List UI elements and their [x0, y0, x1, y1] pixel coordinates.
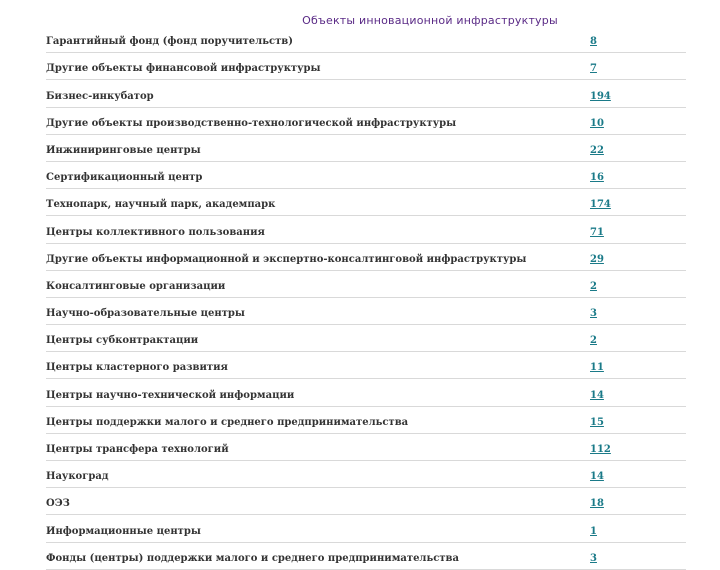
table-row: [46, 543, 686, 570]
row-label: Наукоград: [46, 471, 109, 483]
row-count-link[interactable]: 71: [590, 226, 604, 238]
row-label: Фонды (центры) поддержки малого и среднего предпринимательства: [46, 552, 459, 564]
row-count-link[interactable]: 3: [590, 552, 597, 564]
table-row: [46, 271, 686, 298]
table-row: [46, 80, 686, 107]
row-label: Другие объекты информационной и экспертно-консалтинговой инфраструктуры: [46, 253, 527, 265]
table-row: [46, 407, 686, 434]
row-count-link[interactable]: 1: [590, 525, 597, 537]
table-row: [46, 379, 686, 406]
row-label: Другие объекты производственно-технологической инфраструктуры: [46, 117, 457, 129]
row-label: Центры трансфера технологий: [46, 444, 229, 455]
table-row: [46, 488, 686, 515]
page-title: Объекты инновационной инфраструктуры: [302, 14, 558, 27]
row-label: Научно-образовательные центры: [46, 308, 245, 320]
table-row: [46, 434, 686, 461]
table-row: [46, 461, 686, 488]
row-count-link[interactable]: 22: [590, 144, 604, 156]
row-label: Сертификационный центр: [46, 172, 203, 184]
row-count-link[interactable]: 194: [590, 90, 611, 102]
infrastructure-table: [46, 26, 686, 570]
row-count-link[interactable]: 18: [590, 498, 604, 510]
row-label: Бизнес-инкубатор: [46, 90, 154, 102]
row-count-link[interactable]: 29: [590, 253, 604, 265]
row-count-link[interactable]: 16: [590, 172, 604, 184]
table-row: [46, 298, 686, 325]
row-count-link[interactable]: 10: [590, 117, 604, 129]
row-count-link[interactable]: 112: [590, 444, 611, 455]
row-label: Центры научно-технической информации: [46, 389, 295, 401]
row-label: Центры поддержки малого и среднего предпринимательства: [46, 416, 409, 428]
row-count-link[interactable]: 2: [590, 335, 597, 347]
row-count-link[interactable]: 174: [590, 199, 611, 211]
table-row: [46, 162, 686, 189]
table-row: [46, 515, 686, 542]
row-count-link[interactable]: 8: [590, 36, 597, 48]
row-label: Другие объекты финансовой инфраструктуры: [46, 63, 321, 75]
table-row: [46, 325, 686, 352]
row-label: Центры субконтрактации: [46, 335, 199, 347]
table-row: [46, 352, 686, 379]
row-label: Центры кластерного развития: [46, 362, 228, 374]
row-count-link[interactable]: 14: [590, 389, 604, 401]
row-label: Технопарк, научный парк, академпарк: [46, 199, 276, 211]
row-label: Инжиниринговые центры: [46, 144, 201, 156]
table-row: [46, 189, 686, 216]
row-label: Гарантийный фонд (фонд поручительств): [46, 36, 293, 48]
row-label: ОЭЗ: [46, 498, 70, 510]
row-count-link[interactable]: 3: [590, 308, 597, 320]
row-count-link[interactable]: 14: [590, 471, 604, 483]
table-row: [46, 135, 686, 162]
row-label: Центры коллективного пользования: [46, 226, 265, 238]
table-row: [46, 244, 686, 271]
row-count-link[interactable]: 15: [590, 416, 604, 428]
row-count-link[interactable]: 2: [590, 280, 597, 292]
table-row: [46, 108, 686, 135]
table-row: [46, 216, 686, 243]
row-count-link[interactable]: 11: [590, 362, 604, 374]
table-row: [46, 26, 686, 53]
row-count-link[interactable]: 7: [590, 63, 597, 75]
row-label: Консалтинговые организации: [46, 280, 226, 292]
table-row: [46, 53, 686, 80]
row-label: Информационные центры: [46, 525, 201, 537]
